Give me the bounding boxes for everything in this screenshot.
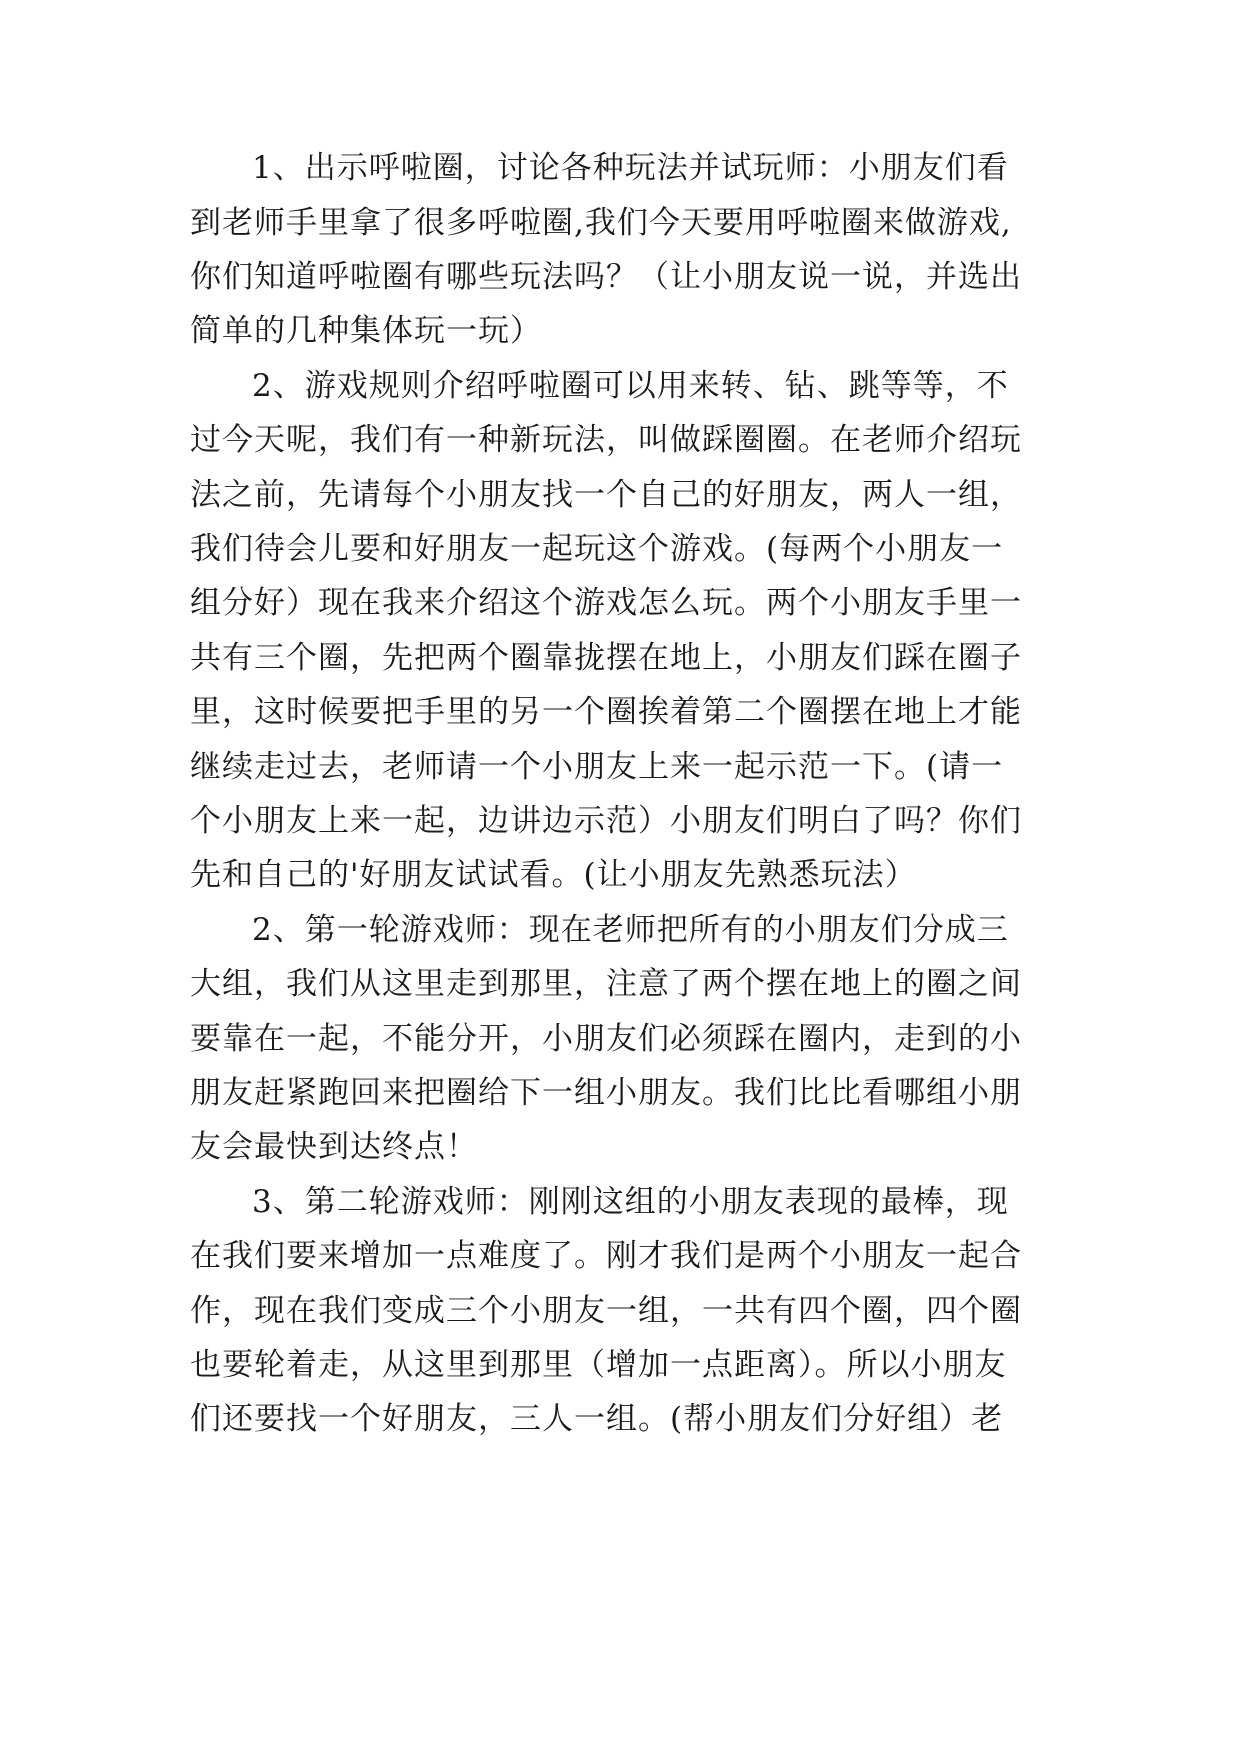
paragraph-2-line-5: 组分好）现在我来介绍这个游戏怎么玩。两个小朋友手里一 [190,585,1022,621]
paragraph-4-line-4: 也要轮着走，从这里到那里（增加一点距离）。所以小朋友 [190,1347,1007,1383]
paragraph-1-line-4: 简单的几种集体玩一玩） [190,313,542,349]
paragraph-1-line-2: 到老师手里拿了很多呼啦圈,我们今天要用呼啦圈来做游戏, [190,205,1012,241]
paragraph-1-line-1: 1、出示呼啦圈，讨论各种玩法并试玩师：小朋友们看 [252,150,1009,186]
paragraph-4-line-5: 们还要找一个好朋友，三人一组。(帮小朋友们分好组）老 [190,1401,1004,1437]
paragraph-3-line-3: 要靠在一起，不能分开，小朋友们必须踩在圈内，走到的小 [190,1021,1022,1057]
paragraph-4-line-3: 作，现在我们变成三个小朋友一组，一共有四个圈，四个圈 [190,1293,1022,1329]
paragraph-2-line-9: 个小朋友上来一起，边讲边示范）小朋友们明白了吗？你们 [190,803,1022,839]
paragraph-4-line-1: 3、第二轮游戏师：刚刚这组的小朋友表现的最棒，现 [252,1184,1009,1220]
paragraph-2-line-7: 里，这时候要把手里的另一个圈挨着第二个圈摆在地上才能 [190,694,1022,730]
paragraph-3-line-4: 朋友赶紧跑回来把圈给下一组小朋友。我们比比看哪组小朋 [190,1075,1022,1111]
paragraph-2-line-1: 2、游戏规则介绍呼啦圈可以用来转、钻、跳等等，不 [252,368,1009,404]
paragraph-3-line-2: 大组，我们从这里走到那里，注意了两个摆在地上的圈之间 [190,966,1022,1002]
paragraph-2-line-10: 先和自己的'好朋友试试看。(让小朋友先熟悉玩法） [190,857,917,893]
paragraph-3-line-5: 友会最快到达终点！ [190,1129,478,1165]
paragraph-4-line-2: 在我们要来增加一点难度了。刚才我们是两个小朋友一起合 [190,1238,1022,1274]
paragraph-2-line-8: 继续走过去，老师请一个小朋友上来一起示范一下。(请一 [190,749,1004,785]
paragraph-2-line-4: 我们待会儿要和好朋友一起玩这个游戏。(每两个小朋友一 [190,531,1004,567]
paragraph-2-line-6: 共有三个圈，先把两个圈靠拢摆在地上，小朋友们踩在圈子 [190,640,1022,676]
paragraph-2-line-2: 过今天呢，我们有一种新玩法，叫做踩圈圈。在老师介绍玩 [190,422,1022,458]
paragraph-3-line-1: 2、第一轮游戏师：现在老师把所有的小朋友们分成三 [252,912,1009,948]
paragraph-1-line-3: 你们知道呼啦圈有哪些玩法吗？（让小朋友说一说，并选出 [190,259,1022,295]
paragraph-2-line-3: 法之前，先请每个小朋友找一个自己的好朋友，两人一组， [190,477,1022,513]
